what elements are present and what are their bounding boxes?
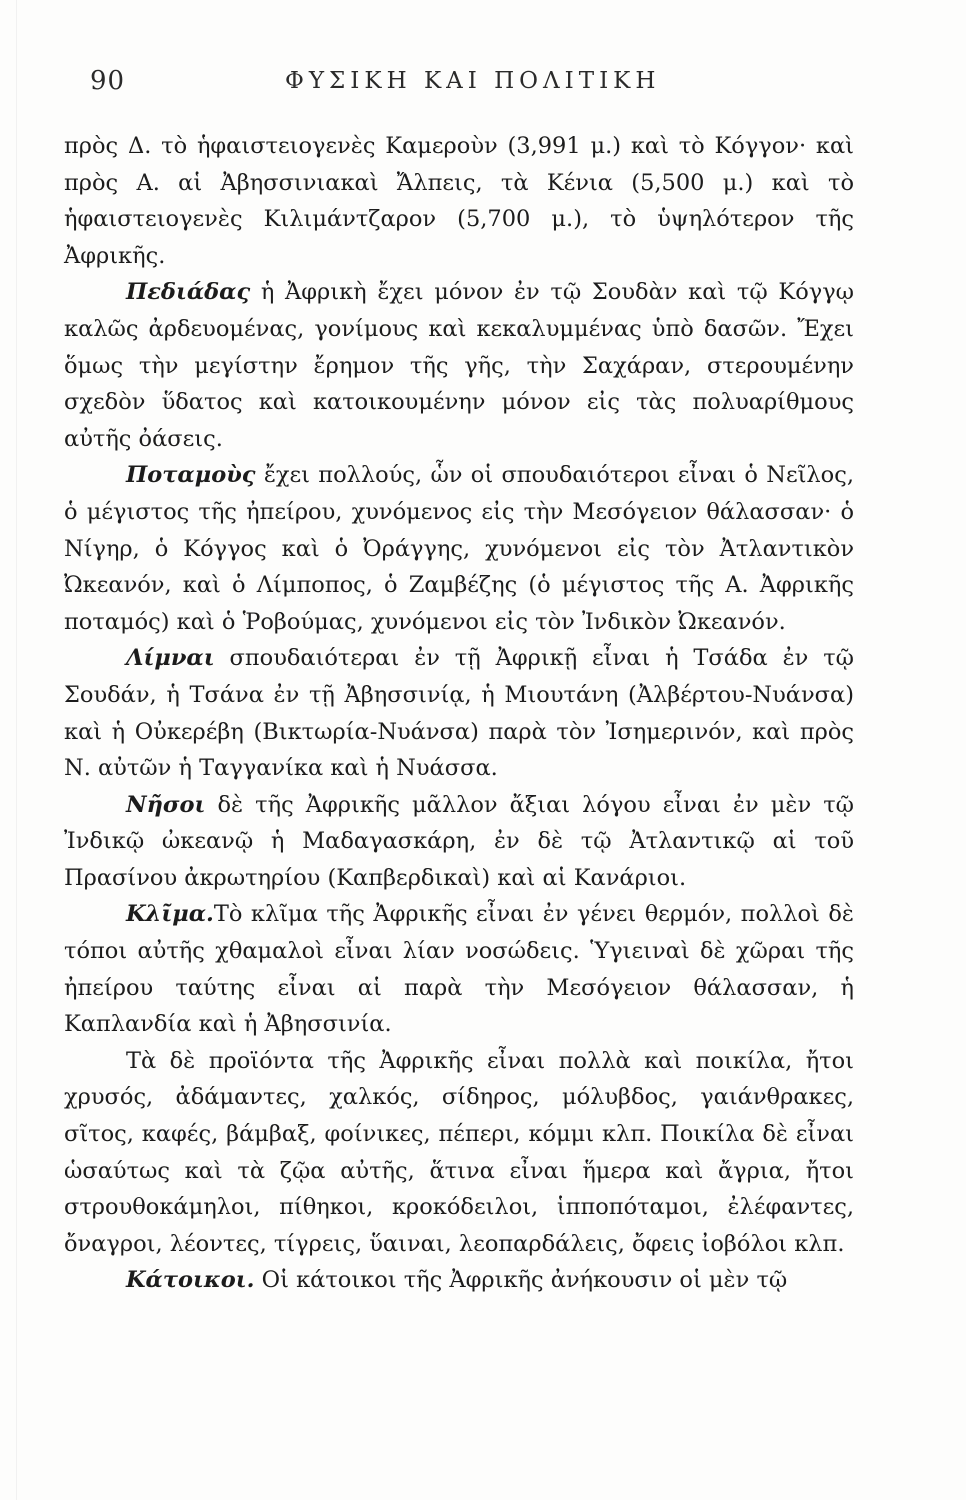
paragraph-climate	[64, 896, 854, 1042]
paragraph-lakes	[64, 640, 854, 786]
paragraph-text: ἡ Ἀφρικὴ ἔχει μόνον ἐν τῷ Σουδὰν καὶ τῷ Κόγγῳ καλῶς ἀρδευομένας, γονίμους καὶ κεκαλυμμένας ὑπὸ δασῶν. Ἔχει ὅμως τὴν μεγίστην ἔρημον τῆς γῆς, τὴν Σαχάραν, στερουμένην σχεδὸν ὕδατος καὶ κατοικουμένην μόνον εἰς τὰς πολυαρίθμους αὐτῆς ὀάσεις.	[64, 279, 854, 452]
paragraph-keyword: Λίμναι	[126, 645, 215, 672]
page-edge-shadow	[16, 0, 17, 1500]
body-text	[64, 128, 854, 1299]
paragraph-keyword: Πεδιάδας	[126, 279, 251, 306]
paragraph-inhabitants	[64, 1262, 854, 1299]
paragraph-text: Τὰ δὲ προϊόντα τῆς Ἀφρικῆς εἶναι πολλὰ καὶ ποικίλα, ἤτοι χρυσός, ἀδάμαντες, χαλκός, σίδηρος, μόλυβδος, γαιάνθρακες, σῖτος, καφές, βάμβαξ, φοίνικες, πέπερι, κόμμι κλπ. Ποικίλα δὲ εἶναι ὡσαύτως καὶ τὰ ζῷα αὐτῆς, ἅτινα εἶναι ἥμερα καὶ ἄγρια, ἤτοι στρουθοκάμηλοι, πίθηκοι, κροκόδειλοι, ἱπποπόταμοι, ἐλέφαντες, ὄναγροι, λέοντες, τίγρεις, ὕαιναι, λεοπαρδάλεις, ὄφεις ἰοβόλοι κλπ.	[64, 1047, 854, 1257]
running-title: ΦΥΣΙΚΗ ΚΑΙ ΠΟΛΙΤΙΚΗ	[285, 68, 661, 94]
paragraph-rivers	[64, 457, 854, 640]
paragraph-continuation	[64, 128, 854, 274]
paragraph-keyword: Νῆσοι	[126, 791, 206, 818]
page-number: 90	[90, 66, 126, 96]
paragraph-keyword: Ποταμοὺς	[126, 462, 256, 489]
paragraph-keyword: Κλῖμα.	[126, 901, 214, 928]
paragraph-text: πρὸς Δ. τὸ ἡφαιστειογενὲς Καμεροὺν (3,991 μ.) καὶ τὸ Κόγγον· καὶ πρὸς Α. αἱ Ἀβησσινιακαὶ Ἄλπεις, τὰ Κένια (5,500 μ.) καὶ τὸ ἡφαιστειογενὲς Κιλιμάντζαρον (5,700 μ.), τὸ ὑψηλότερον τῆς Ἀφρικῆς.	[64, 133, 854, 269]
paragraph-text: δὲ τῆς Ἀφρικῆς μᾶλλον ἄξιαι λόγου εἶναι ἐν μὲν τῷ Ἰνδικῷ ὠκεανῷ ἡ Μαδαγασκάρη, ἐν δὲ τῷ Ἀτλαντικῷ αἱ τοῦ Πρασίνου ἀκρωτηρίου (Καπβερδικαὶ) καὶ αἱ Κανάριοι.	[64, 791, 854, 891]
paragraph-products	[64, 1043, 854, 1263]
paragraph-text: Οἱ κάτοικοι τῆς Ἀφρικῆς ἀνήκουσιν οἱ μὲν τῷ	[254, 1267, 788, 1294]
page-header	[90, 66, 830, 106]
paragraph-text: σπουδαιότεραι ἐν τῇ Ἀφρικῇ εἶναι ἡ Τσάδα ἐν τῷ Σουδάν, ἡ Τσάνα ἐν τῇ Ἀβησσινίᾳ, ἡ Μιουτάνη (Ἀλβέρτου-Νυάνσα) καὶ ἡ Οὐκερέβη (Βικτωρία-Νυάνσα) παρὰ τὸν Ἰσημερινόν, καὶ πρὸς Ν. αὐτῶν ἡ Ταγγανίκα καὶ ἡ Νυάσσα.	[64, 645, 854, 782]
paragraph-islands	[64, 787, 854, 897]
paragraph-text: ἔχει πολλούς, ὧν οἱ σπουδαιότεροι εἶναι ὁ Νεῖλος, ὁ μέγιστος τῆς ἠπείρου, χυνόμενος εἰς τὴν Μεσόγειον θάλασσαν· ὁ Νίγηρ, ὁ Κόγγος καὶ ὁ Ὀράγγης, χυνόμενοι εἰς τὸν Ἀτλαντικὸν Ὠκεανόν, καὶ ὁ Λίμποπος, ὁ Ζαμβέζης (ὁ μέγιστος τῆς Α. Ἀφρικῆς ποταμός) καὶ ὁ Ῥοβούμας, χυνόμενοι εἰς τὸν Ἰνδικὸν Ὠκεανόν.	[64, 462, 854, 635]
paragraph-keyword: Κάτοικοι.	[126, 1267, 255, 1294]
paragraph-text: Τὸ κλῖμα τῆς Ἀφρικῆς εἶναι ἐν γένει θερμόν, πολλοὶ δὲ τόποι αὐτῆς χθαμαλοὶ εἶναι λίαν νοσώδεις. Ὑγιειναὶ δὲ χῶραι τῆς ἠπείρου ταύτης εἶναι αἱ παρὰ τὴν Μεσόγειον θάλασσαν, ἡ Καπλανδία καὶ ἡ Ἀβησσινία.	[64, 901, 854, 1038]
paragraph-plains	[64, 274, 854, 457]
